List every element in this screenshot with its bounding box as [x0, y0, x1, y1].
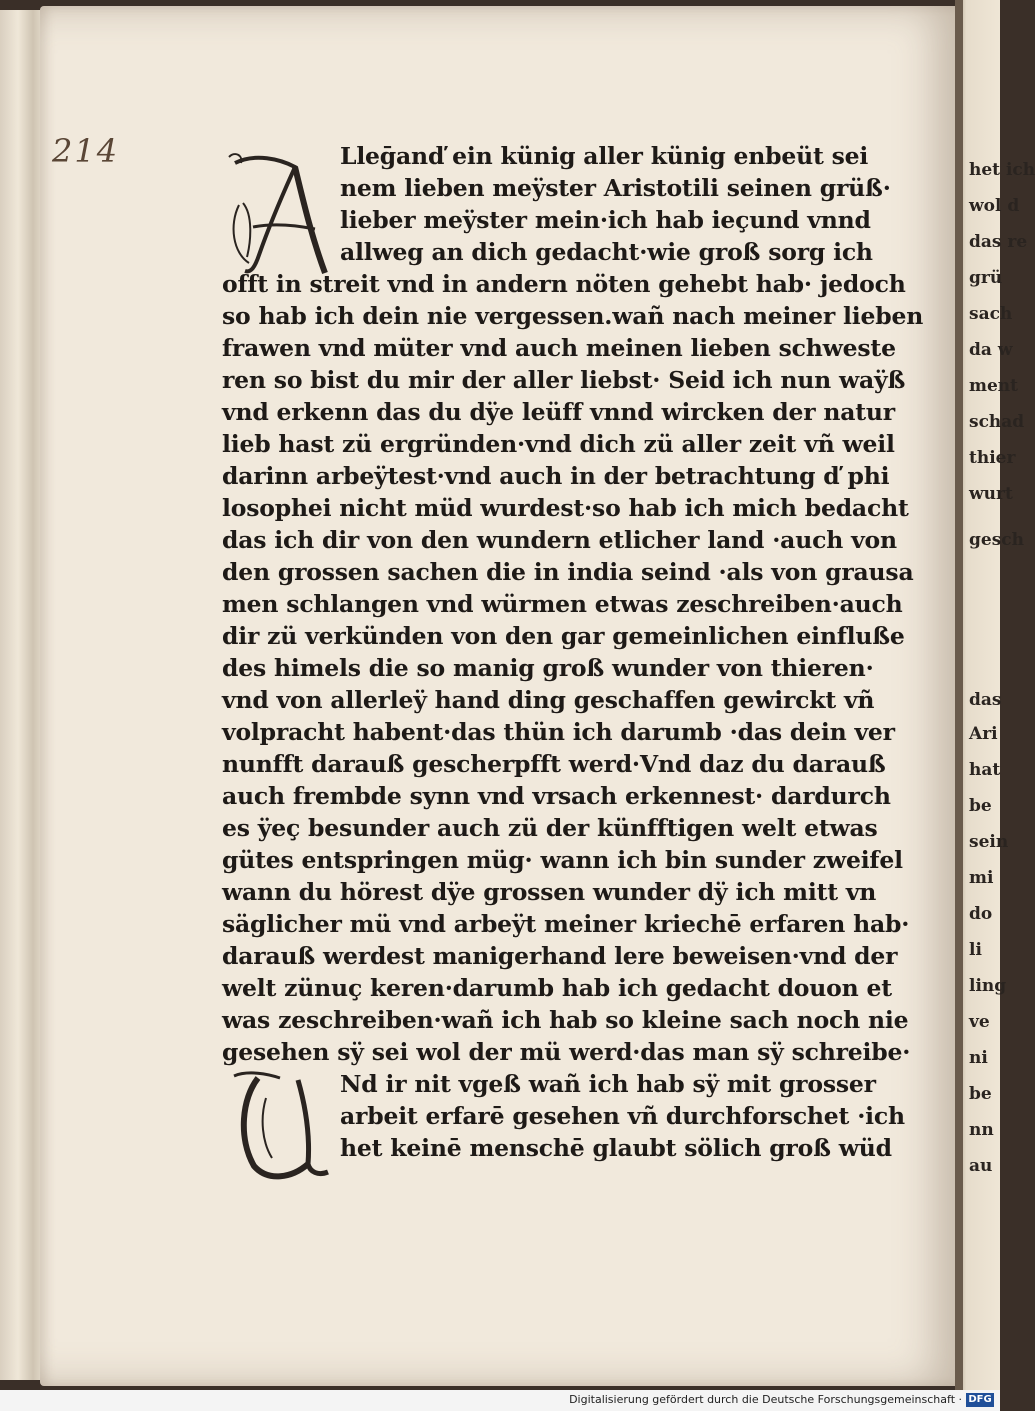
text-line: arbeit erfarē gesehen vñ durchforschet ·ich	[340, 1102, 905, 1130]
facing-page-fragment: mi	[969, 868, 994, 888]
text-line: darauß werdest manigerhand lere beweisen·vnd der	[222, 942, 898, 970]
text-line: ren so bist du mir der aller liebst· Seid ich nun waÿß	[222, 366, 906, 394]
facing-page-fragment: ment	[969, 376, 1019, 396]
facing-page-fragment: wol d	[969, 196, 1020, 216]
paragraph-2	[222, 1068, 905, 1164]
text-line: gütes entspringen müg· wann ich bin sunder zweifel	[222, 846, 903, 874]
text-line: vnd erkenn das du dÿe leüff vnnd wircken der natur	[222, 398, 895, 426]
book-gutter	[955, 0, 963, 1390]
facing-page-fragment: do	[969, 904, 993, 924]
folio-number: 214	[52, 132, 120, 170]
dfg-logo-icon: DFG	[966, 1393, 994, 1407]
text-line: nunfft darauß gescherpfft werd·Vnd daz du darauß	[222, 750, 886, 778]
facing-page-fragment: het ich	[969, 160, 1035, 180]
text-line: gesehen sÿ sei wol der mü werd·das man sÿ schreibe·	[222, 1038, 911, 1066]
text-line: men schlangen vnd würmen etwas zeschreiben·auch	[222, 590, 903, 618]
text-line: nem lieben meÿster Aristotili seinen grüß·	[340, 174, 891, 202]
facing-page-fragment: ni	[969, 1048, 988, 1068]
text-line: Lleḡanď ein künig aller künig enbeüt sei	[340, 142, 869, 170]
facing-page-fragment: da w	[969, 340, 1013, 360]
paragraph-1	[222, 140, 924, 1068]
funding-credit: Digitalisierung gefördert durch die Deutsche Forschungsgemeinschaft ·	[569, 1393, 962, 1406]
text-line: dir zü verkünden von den gar gemeinlichen einfluße	[222, 622, 905, 650]
facing-page-fragment: grü	[969, 268, 1003, 288]
facing-page-fragment: gesch	[969, 530, 1024, 550]
facing-page-fragment: li	[969, 940, 982, 960]
text-line: des himels die so manig groß wunder von thieren·	[222, 654, 874, 682]
text-line: lieb hast zü ergründen·vnd dich zü aller zeit vñ weil	[222, 430, 895, 458]
footer-bar	[0, 1390, 1000, 1411]
text-line: het keinē menschē glaubt sölich groß wüd	[340, 1134, 892, 1162]
text-line: volpracht habent·das thün ich darumb ·das dein ver	[222, 718, 895, 746]
text-line: welt zünuç keren·darumb hab ich gedacht douon et	[222, 974, 892, 1002]
facing-page-fragment: au	[969, 1156, 993, 1176]
facing-page-fragment: das re	[969, 232, 1028, 252]
text-line: wann du hörest dÿe grossen wunder dÿ ich mitt vn	[222, 878, 877, 906]
text-line: offt in streit vnd in andern nöten gehebt hab· jedoch	[222, 270, 906, 298]
facing-page-fragment: be	[969, 796, 992, 816]
facing-page-fragment: nn	[969, 1120, 994, 1140]
facing-page-fragment: wurt	[969, 484, 1013, 504]
facing-page-fragment: schad	[969, 412, 1025, 432]
text-line: darinn arbeÿtest·vnd auch in der betrachtung ď phi	[222, 462, 890, 490]
text-line: so hab ich dein nie vergessen.wañ nach meiner lieben	[222, 302, 924, 330]
facing-page-fragment: ve	[969, 1012, 990, 1032]
facing-page-edge	[955, 0, 1035, 1390]
facing-page-fragment: Ari	[969, 724, 998, 744]
text-line: frawen vnd müter vnd auch meinen lieben schweste	[222, 334, 896, 362]
facing-page-fragment: hat	[969, 760, 1001, 780]
text-line: Nd ir nit vgeß wañ ich hab sÿ mit grosser	[340, 1070, 876, 1098]
text-line: vnd von allerleÿ hand ding geschaffen gewirckt vñ	[222, 686, 875, 714]
facing-page-fragment: thier	[969, 448, 1016, 468]
facing-page-fragment: sach	[969, 304, 1013, 324]
text-line: es ÿeç besunder auch zü der künfftigen welt etwas	[222, 814, 878, 842]
text-line: lieber meÿster mein·ich hab ieçund vnnd	[340, 206, 871, 234]
facing-page-fragment: be	[969, 1084, 992, 1104]
text-line: das ich dir von den wundern etlicher land ·auch von	[222, 526, 897, 554]
text-line: allweg an dich gedacht·wie groß sorg ich	[340, 238, 873, 266]
text-line: säglicher mü vnd arbeÿt meiner kriechē erfaren hab·	[222, 910, 910, 938]
facing-page-fragment: sein	[969, 832, 1009, 852]
facing-page-fragment: das	[969, 690, 1002, 710]
main-text-block	[222, 140, 924, 1164]
text-line: auch frembde synn vnd vrsach erkennest· dardurch	[222, 782, 891, 810]
text-line: den grossen sachen die in india seind ·als von grausa	[222, 558, 914, 586]
text-line: was zeschreiben·wañ ich hab so kleine sach noch nie	[222, 1006, 909, 1034]
facing-page-fragment: ling	[969, 976, 1007, 996]
text-line: losophei nicht müd wurdest·so hab ich mich bedacht	[222, 494, 909, 522]
